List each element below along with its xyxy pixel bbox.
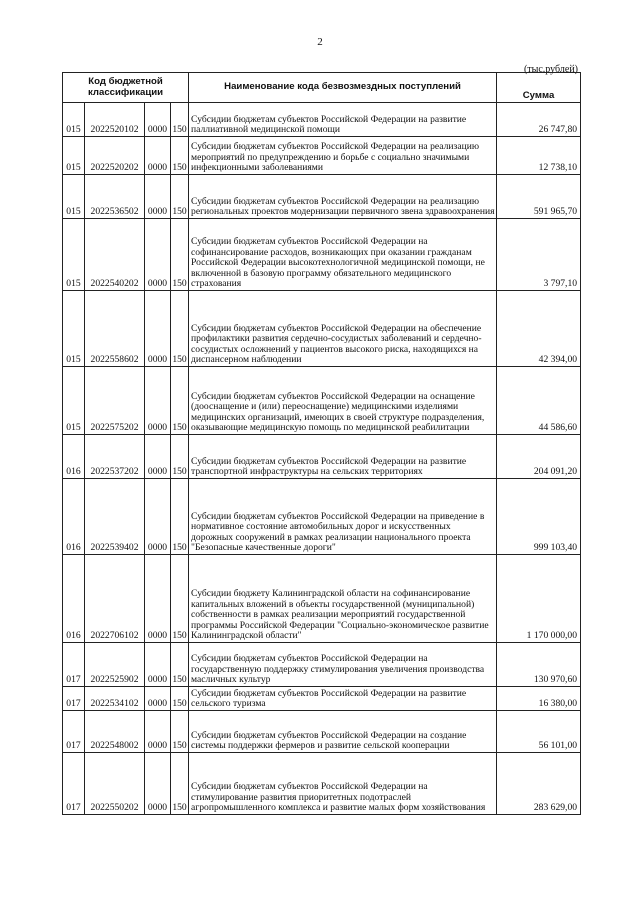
table-row <box>63 103 581 137</box>
kosgu-code-cell: 150 <box>171 555 189 643</box>
table-row <box>63 137 581 175</box>
sum-cell: 130 970,60 <box>497 643 581 687</box>
admin-code-cell: 015 <box>63 367 85 435</box>
income-name-cell: Субсидии бюджетам субъектов Российской Федерации на развитие транспортной инфраструктуры на сельских территориях <box>189 435 497 479</box>
income-code-cell: 2022575202 <box>85 367 145 435</box>
income-code-cell: 2022525902 <box>85 643 145 687</box>
admin-code-cell: 015 <box>63 291 85 367</box>
header-name: Наименование кода безвозмездных поступлений <box>189 73 497 103</box>
header-code: Код бюджетной классификации <box>63 73 189 103</box>
program-code-cell: 0000 <box>145 435 171 479</box>
income-name-cell: Субсидии бюджетам субъектов Российской Федерации на государственную поддержку стимулирования увеличения производства масличных культур <box>189 643 497 687</box>
income-name-cell: Субсидии бюджетам субъектов Российской Федерации на создание системы поддержки фермеров и развитие сельской кооперации <box>189 711 497 753</box>
table-row <box>63 753 581 815</box>
program-code-cell: 0000 <box>145 479 171 555</box>
income-name-cell: Субсидии бюджетам субъектов Российской Федерации на обеспечение профилактики развития сердечно-сосудистых заболеваний и сердечно-сосудистых осложнений у пациентов высокого риска, находящихся на диспансерном наблюдении <box>189 291 497 367</box>
admin-code-cell: 016 <box>63 435 85 479</box>
admin-code-cell: 017 <box>63 711 85 753</box>
kosgu-code-cell: 150 <box>171 291 189 367</box>
income-name-cell: Субсидии бюджетам субъектов Российской Федерации на приведение в нормативное состояние автомобильных дорог и искусственных дорожных сооружений в рамках реализации национального проекта "Безопасные качественные дороги" <box>189 479 497 555</box>
income-name-cell: Субсидии бюджетам субъектов Российской Федерации на развитие паллиативной медицинской помощи <box>189 103 497 137</box>
income-code-cell: 2022520102 <box>85 103 145 137</box>
program-code-cell: 0000 <box>145 711 171 753</box>
income-name-cell: Субсидии бюджетам субъектов Российской Федерации на реализацию мероприятий по предупреждению и борьбе с социально значимыми инфекционными заболеваниями <box>189 137 497 175</box>
income-name-cell: Субсидии бюджетам субъектов Российской Федерации на развитие сельского туризма <box>189 687 497 711</box>
income-code-cell: 2022540202 <box>85 219 145 291</box>
table-row <box>63 175 581 219</box>
table-row <box>63 219 581 291</box>
income-code-cell: 2022550202 <box>85 753 145 815</box>
sum-cell: 12 738,10 <box>497 137 581 175</box>
table-row <box>63 291 581 367</box>
program-code-cell: 0000 <box>145 643 171 687</box>
sum-cell: 42 394,00 <box>497 291 581 367</box>
sum-cell: 26 747,80 <box>497 103 581 137</box>
table-row <box>63 555 581 643</box>
program-code-cell: 0000 <box>145 555 171 643</box>
income-code-cell: 2022534102 <box>85 687 145 711</box>
income-name-cell: Субсидии бюджетам субъектов Российской Федерации на оснащение (дооснащение и (или) переоснащение) медицинскими изделиями медицинских организаций, имеющих в своей структуре подразделения, оказывающие медицинскую помощь по медицинской реабилитации <box>189 367 497 435</box>
budget-table-wrapper <box>62 72 581 815</box>
kosgu-code-cell: 150 <box>171 479 189 555</box>
kosgu-code-cell: 150 <box>171 367 189 435</box>
admin-code-cell: 017 <box>63 643 85 687</box>
table-row <box>63 367 581 435</box>
program-code-cell: 0000 <box>145 291 171 367</box>
page-number: 2 <box>317 36 323 48</box>
income-code-cell: 2022548002 <box>85 711 145 753</box>
admin-code-cell: 017 <box>63 753 85 815</box>
admin-code-cell: 016 <box>63 479 85 555</box>
sum-cell: 204 091,20 <box>497 435 581 479</box>
budget-table <box>62 72 581 815</box>
header-sum: Сумма <box>497 73 581 103</box>
sum-cell: 1 170 000,00 <box>497 555 581 643</box>
sum-cell: 44 586,60 <box>497 367 581 435</box>
program-code-cell: 0000 <box>145 367 171 435</box>
program-code-cell: 0000 <box>145 753 171 815</box>
program-code-cell: 0000 <box>145 103 171 137</box>
program-code-cell: 0000 <box>145 687 171 711</box>
income-code-cell: 2022536502 <box>85 175 145 219</box>
sum-cell: 3 797,10 <box>497 219 581 291</box>
table-row <box>63 479 581 555</box>
unit-label: (тыс.рублей) <box>523 64 578 75</box>
income-name-cell: Субсидии бюджетам субъектов Российской Федерации на стимулирование развития приоритетных подотраслей агропромышленного комплекса и развитие малых форм хозяйствования <box>189 753 497 815</box>
sum-cell: 283 629,00 <box>497 753 581 815</box>
kosgu-code-cell: 150 <box>171 219 189 291</box>
kosgu-code-cell: 150 <box>171 103 189 137</box>
kosgu-code-cell: 150 <box>171 753 189 815</box>
admin-code-cell: 016 <box>63 555 85 643</box>
sum-cell: 999 103,40 <box>497 479 581 555</box>
income-code-cell: 2022537202 <box>85 435 145 479</box>
admin-code-cell: 015 <box>63 175 85 219</box>
income-code-cell: 2022558602 <box>85 291 145 367</box>
income-code-cell: 2022539402 <box>85 479 145 555</box>
table-row <box>63 435 581 479</box>
admin-code-cell: 015 <box>63 219 85 291</box>
program-code-cell: 0000 <box>145 219 171 291</box>
table-row <box>63 643 581 687</box>
income-name-cell: Субсидии бюджетам субъектов Российской Федерации на софинансирование расходов, возникающих при оказании гражданам Российской Федерации высокотехнологичной медицинской помощи, не включенной в базовую программу обязательного медицинского страхования <box>189 219 497 291</box>
income-code-cell: 2022706102 <box>85 555 145 643</box>
sum-cell: 56 101,00 <box>497 711 581 753</box>
sum-cell: 591 965,70 <box>497 175 581 219</box>
kosgu-code-cell: 150 <box>171 175 189 219</box>
admin-code-cell: 015 <box>63 103 85 137</box>
income-name-cell: Субсидии бюджету Калининградской области на софинансирование капитальных вложений в объекты государственной (муниципальной) собственности в рамках реализации мероприятий государственной программы Российской Федерации "Социально-экономическое развитие Калининградской области" <box>189 555 497 643</box>
kosgu-code-cell: 150 <box>171 711 189 753</box>
kosgu-code-cell: 150 <box>171 435 189 479</box>
sum-cell: 16 380,00 <box>497 687 581 711</box>
income-name-cell: Субсидии бюджетам субъектов Российской Федерации на реализацию региональных проектов модернизации первичного звена здравоохранения <box>189 175 497 219</box>
admin-code-cell: 017 <box>63 687 85 711</box>
table-row <box>63 711 581 753</box>
income-code-cell: 2022520202 <box>85 137 145 175</box>
kosgu-code-cell: 150 <box>171 687 189 711</box>
admin-code-cell: 015 <box>63 137 85 175</box>
kosgu-code-cell: 150 <box>171 137 189 175</box>
program-code-cell: 0000 <box>145 175 171 219</box>
kosgu-code-cell: 150 <box>171 643 189 687</box>
table-row <box>63 687 581 711</box>
program-code-cell: 0000 <box>145 137 171 175</box>
